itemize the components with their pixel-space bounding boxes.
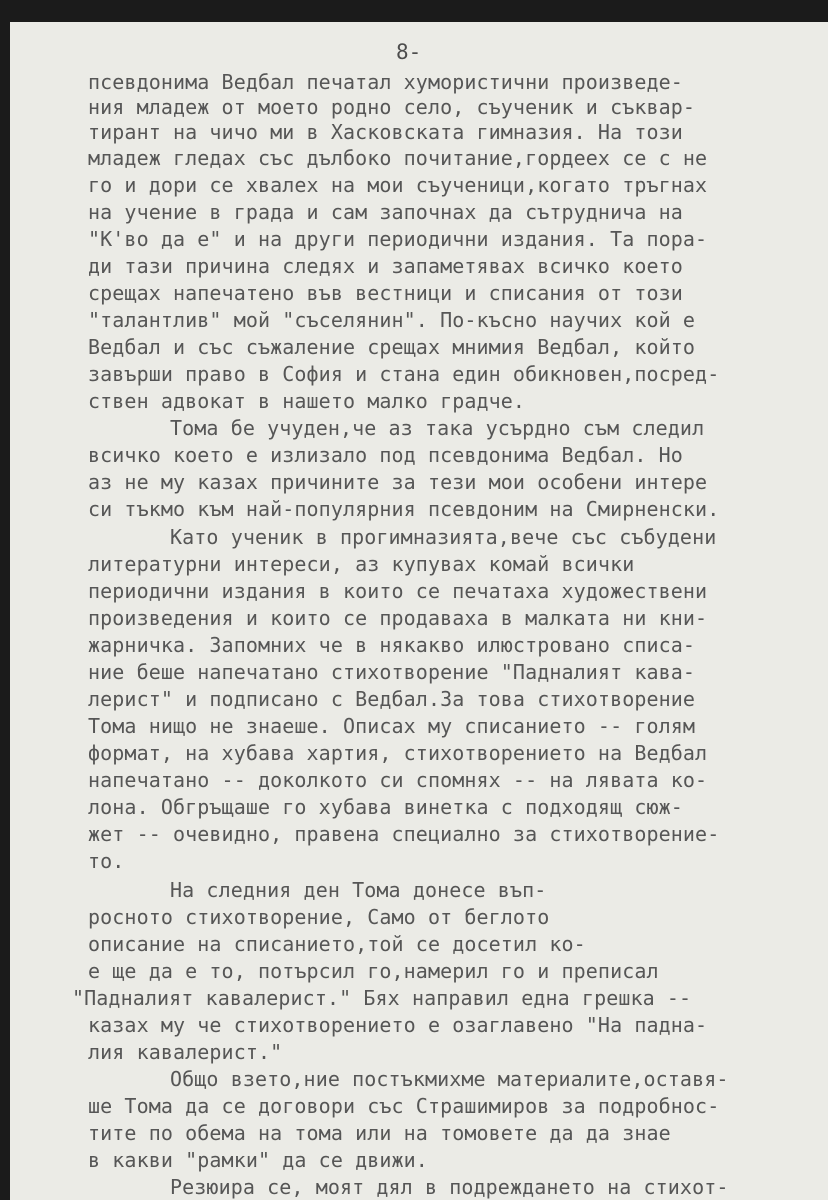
text-line: лерист" и подписано с Ведбал.За това стихотворение: [88, 687, 696, 711]
text-line: ше Тома да се договори със Страшимиров за подробнос-: [88, 1094, 720, 1118]
text-line: си тъкмо към най-популярния псевдоним на Смирненски.: [88, 497, 720, 521]
text-line: периодични издания в които се печатаха художествени: [88, 579, 708, 603]
typewritten-page: [10, 22, 828, 1200]
text-line: жарничка. Запомних че в някакво илюстровано списа-: [88, 633, 696, 657]
text-line: "К'во да е" и на други периодични издания. Та пора-: [88, 227, 708, 251]
text-line: всичко което е излизало под псевдонима Ведбал. Но: [88, 443, 683, 467]
text-line: аз не му казах причините за тези мои особени интере: [88, 470, 708, 494]
text-line: ние беше напечатано стихотворение "Падналият кава-: [88, 660, 696, 684]
text-line: е ще да е то, потърсил го,намерил го и преписал: [88, 959, 659, 983]
text-line: описание на списанието,той се досетил ко-: [88, 932, 586, 956]
text-line: Като ученик в прогимназията,вече със събудени: [170, 525, 717, 549]
text-line: жет -- очевидно, правена специално за стихотворение-: [88, 822, 720, 846]
text-line: завърши право в София и стана един обикновен,посред-: [88, 362, 720, 386]
text-line: ствен адвокат в нашето малко градче.: [88, 389, 526, 413]
text-line: Резюира се, моят дял в подреждането на стихот-: [170, 1175, 729, 1199]
text-line: Тома нищо не знаеше. Описах му списанието -- голям: [88, 714, 696, 738]
text-line: на учение в града и сам започнах да сътруднича на: [88, 200, 683, 224]
page-number: 8-: [396, 40, 422, 64]
text-line: тите по обема на тома или на томовете да да знае: [88, 1121, 671, 1145]
text-line: формат, на хубава хартия, стихотворението на Ведбал: [88, 741, 708, 765]
text-line: произведения и които се продаваха в малката ни кни-: [88, 606, 708, 630]
text-line: в какви "рамки" да се движи.: [88, 1148, 428, 1172]
text-line: росното стихотворение, Само от беглото: [88, 905, 550, 929]
text-line: ди тази причина следях и запаметявах всичко което: [88, 254, 683, 278]
text-line: тирант на чичо ми в Хасковската гимназия. На този: [88, 120, 683, 144]
text-line: ния младеж от моето родно село, съученик и съквар-: [88, 95, 696, 119]
text-line: "талантлив" мой "съселянин". По-късно научих кой е: [88, 308, 696, 332]
text-line: лия кавалерист.": [88, 1040, 283, 1064]
text-line: казах му че стихотворението е озаглавено "На падна-: [88, 1013, 708, 1037]
text-line: младеж гледах със дълбоко почитание,гордеех се с не: [88, 146, 708, 170]
text-line: Ведбал и със съжаление срещах мнимия Ведбал, който: [88, 335, 696, 359]
text-line: Тома бе учуден,че аз така усърдно съм следил: [170, 416, 705, 440]
text-line: Общо взето,ние постъкмихме материалите,оставя-: [170, 1067, 729, 1091]
text-line: псевдонима Ведбал печатал хумористични произведе-: [88, 70, 683, 94]
text-line: "Падналият кавалерист." Бях направил една грешка --: [72, 986, 692, 1010]
text-line: литературни интереси, аз купувах комай всички: [88, 552, 635, 576]
text-line: На следния ден Тома донесе въп-: [170, 878, 547, 902]
text-line: лона. Обгръщаше го хубава винетка с подходящ сюж-: [88, 795, 683, 819]
text-line: то.: [88, 849, 125, 873]
text-line: срещах напечатено във вестници и списания от този: [88, 281, 683, 305]
text-line: напечатано -- доколкото си спомнях -- на лявата ко-: [88, 768, 708, 792]
text-line: го и дори се хвалех на мои съученици,когато тръгнах: [88, 173, 708, 197]
